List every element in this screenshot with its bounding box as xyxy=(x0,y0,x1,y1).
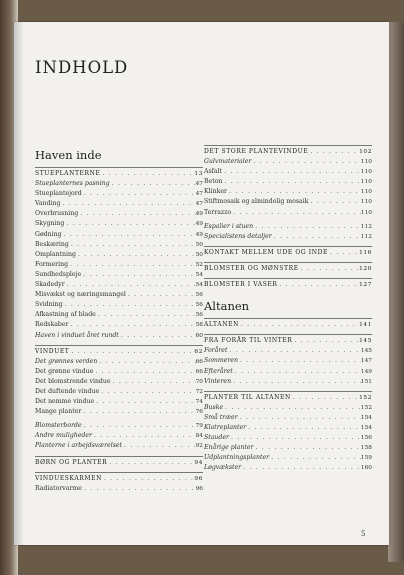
toc-entry-page: 94 xyxy=(194,459,203,466)
toc-entry xyxy=(35,421,203,431)
toc-entry xyxy=(204,346,372,356)
toc-entry-label: Stiftmosaik og almindelig mosaik xyxy=(204,198,309,206)
section-rule xyxy=(204,262,372,263)
toc-entry-label: VINDUESKARMEN xyxy=(35,474,102,482)
dot-leader xyxy=(122,441,196,450)
toc-chapter xyxy=(204,280,372,290)
toc-entry-page: 159 xyxy=(360,455,372,462)
dot-leader xyxy=(93,367,195,376)
toc-right-entries xyxy=(204,145,372,290)
toc-entry-page: 58 xyxy=(195,322,203,329)
toc-entry-page: 60 xyxy=(195,332,203,339)
toc-entry-label: Gødning xyxy=(35,230,62,238)
toc-entry xyxy=(35,260,203,270)
toc-entry-label: Mange planter xyxy=(35,408,82,416)
toc-entry-page: 120 xyxy=(359,265,372,272)
dot-leader xyxy=(110,179,196,188)
toc-right-column xyxy=(204,145,372,473)
dot-leader xyxy=(65,280,196,289)
toc-entry-page: 149 xyxy=(360,368,372,375)
toc-entry-page: 102 xyxy=(359,149,372,155)
toc-entry-page: 92 xyxy=(195,443,203,450)
toc-entry-page: 160 xyxy=(360,465,372,472)
dot-leader xyxy=(111,377,196,386)
toc-chapter xyxy=(35,474,203,484)
section-rule xyxy=(35,456,203,457)
toc-entry-page: 141 xyxy=(359,322,372,329)
dot-leader xyxy=(246,423,361,432)
toc-entry-label: BLOMSTER I VASER xyxy=(204,281,278,289)
toc-entry-page: 76 xyxy=(195,409,203,416)
toc-entry xyxy=(35,270,203,280)
dot-leader xyxy=(227,346,360,355)
toc-entry-label: Foråret xyxy=(204,347,228,355)
toc-entry-label: VINDUET xyxy=(35,347,70,355)
toc-entry xyxy=(204,187,372,197)
toc-entry-page: 56 xyxy=(195,302,203,309)
toc-entry xyxy=(204,232,372,242)
toc-entry xyxy=(204,356,372,366)
dot-leader xyxy=(81,407,195,416)
dot-leader xyxy=(239,320,359,329)
toc-entry xyxy=(204,208,372,218)
toc-entry xyxy=(35,209,203,219)
dot-leader xyxy=(278,280,360,289)
toc-entry-label: Det duftende vindue xyxy=(35,387,100,395)
toc-entry-label: Omplantning xyxy=(35,250,76,258)
toc-entry-page: 50 xyxy=(195,251,203,258)
toc-entry-label: Stauder xyxy=(204,434,229,442)
toc-chapter xyxy=(35,347,203,357)
toc-entry xyxy=(204,167,372,177)
toc-entry-label: Radiatorvarme xyxy=(35,484,82,492)
toc-entry xyxy=(35,377,203,387)
toc-entry-label: Klinker xyxy=(204,188,227,196)
toc-left-entries xyxy=(35,167,203,494)
toc-entry-page: 52 xyxy=(195,261,203,268)
toc-entry-page: 96 xyxy=(195,485,203,492)
toc-entry xyxy=(35,397,203,407)
section-rule xyxy=(204,278,372,279)
dot-leader xyxy=(82,484,196,493)
toc-entry-page: 145 xyxy=(360,348,372,355)
toc-altanen-entries xyxy=(204,318,372,473)
toc-entry-label: Det grønne vindue xyxy=(35,367,94,375)
toc-entry xyxy=(204,413,372,423)
toc-entry xyxy=(35,484,203,494)
toc-entry xyxy=(35,199,203,209)
dot-leader xyxy=(68,320,195,329)
toc-entry xyxy=(35,441,203,451)
toc-entry-page: 49 xyxy=(195,231,203,238)
toc-entry-label: Espalier i stuen xyxy=(204,222,254,230)
toc-entry xyxy=(204,453,372,463)
dot-leader xyxy=(253,443,360,452)
dot-leader xyxy=(96,310,196,319)
dot-leader xyxy=(102,474,194,483)
toc-chapter xyxy=(204,264,372,274)
page-title: INDHOLD xyxy=(35,58,129,77)
toc-entry-label: Det nemme vindue xyxy=(35,398,95,406)
dot-leader xyxy=(238,356,361,365)
toc-entry-page: 54 xyxy=(195,271,203,278)
dot-leader xyxy=(222,177,361,186)
toc-entry-label: Asfalt xyxy=(204,168,223,176)
toc-entry-page: 145 xyxy=(359,338,372,345)
dot-leader xyxy=(231,208,361,217)
toc-entry xyxy=(204,403,372,413)
toc-entry-label: Vinteren xyxy=(204,377,232,385)
section-rule xyxy=(204,318,372,319)
dot-leader xyxy=(94,397,195,406)
dot-leader xyxy=(238,413,361,422)
dot-leader xyxy=(272,232,361,241)
section-rule xyxy=(35,167,203,168)
toc-chapter xyxy=(35,458,203,468)
toc-entry-page: 74 xyxy=(195,399,203,406)
toc-entry-label: Klatreplanter xyxy=(204,423,247,431)
toc-entry xyxy=(204,443,372,453)
toc-entry xyxy=(35,357,203,367)
dot-leader xyxy=(69,240,196,249)
toc-entry-label: Stueplantejord xyxy=(35,190,82,198)
toc-chapter xyxy=(204,336,372,346)
toc-entry-label: ALTANEN xyxy=(204,321,239,329)
toc-entry-label: Udplantningsplanter xyxy=(204,454,270,462)
toc-entry-label: KONTAKT MELLEM UDE OG INDE xyxy=(204,248,328,256)
toc-entry xyxy=(204,433,372,443)
dot-leader xyxy=(107,458,194,467)
section-rule xyxy=(204,145,372,146)
toc-entry-page: 110 xyxy=(360,159,372,166)
toc-entry-page: 56 xyxy=(195,312,203,319)
toc-entry-page: 152 xyxy=(359,394,372,401)
dot-leader xyxy=(227,187,361,196)
toc-entry xyxy=(35,310,203,320)
toc-entry-page: 110 xyxy=(360,209,372,216)
toc-entry-label: Gulvmaterialer xyxy=(204,158,252,166)
toc-entry-label: Misvækst og næringsmangel xyxy=(35,291,126,299)
dot-leader xyxy=(60,199,195,208)
toc-entry-label: Formering xyxy=(35,260,69,268)
toc-entry-page: 50 xyxy=(195,241,203,248)
toc-entry-label: Sundhedspleje xyxy=(35,270,82,278)
toc-entry-label: Buske xyxy=(204,403,224,411)
dot-leader xyxy=(63,300,196,309)
toc-entry-label: Det blomstrende vindue xyxy=(35,377,111,385)
dot-leader xyxy=(64,219,195,228)
dot-leader xyxy=(241,463,361,472)
toc-entry-page: 47 xyxy=(195,181,203,188)
toc-entry-page: 54 xyxy=(195,282,203,289)
toc-entry-label: Beskæring xyxy=(35,240,69,248)
toc-entry xyxy=(35,189,203,199)
dot-leader xyxy=(229,433,361,442)
toc-entry xyxy=(35,431,203,441)
book-page xyxy=(14,22,389,545)
toc-entry-page: 47 xyxy=(195,191,203,198)
dot-leader xyxy=(76,250,196,259)
toc-entry xyxy=(204,463,372,473)
toc-entry-label: DET STORE PLANTEVINDUE xyxy=(204,148,309,155)
dot-leader xyxy=(222,167,361,176)
toc-entry xyxy=(35,250,203,260)
toc-entry-label: Afkastning af blade xyxy=(35,311,96,319)
toc-entry xyxy=(35,320,203,330)
page-number: 5 xyxy=(361,530,366,538)
toc-entry-page: 56 xyxy=(195,292,203,299)
toc-entry-page: 110 xyxy=(360,169,372,176)
toc-entry-label: Små træer xyxy=(204,413,238,421)
toc-entry-label: Planterne i arbejdsværelset xyxy=(35,442,123,450)
page-stack-edge xyxy=(388,22,404,562)
toc-entry-label: Blomsterborde xyxy=(35,422,82,430)
toc-entry-page: 84 xyxy=(195,433,203,440)
toc-entry-page: 79 xyxy=(195,423,203,430)
toc-chapter xyxy=(204,248,372,258)
toc-entry-label: Andre muligheder xyxy=(35,432,92,440)
toc-entry-label: Vanding xyxy=(35,200,61,208)
section-rule xyxy=(35,472,203,473)
toc-entry-page: 62 xyxy=(194,348,203,355)
toc-entry xyxy=(35,240,203,250)
toc-entry-page: 47 xyxy=(195,201,203,208)
dot-leader xyxy=(119,331,196,340)
toc-entry-page: 152 xyxy=(360,404,372,411)
toc-entry-label: Specialistens detaljer xyxy=(204,232,272,240)
toc-entry-page: 110 xyxy=(360,179,372,186)
toc-entry-page: 127 xyxy=(359,282,372,289)
toc-entry-label: Beton xyxy=(204,178,223,186)
section-rule xyxy=(204,334,372,335)
toc-entry-label: Enårige planter xyxy=(204,444,254,452)
toc-entry-page: 112 xyxy=(360,233,372,240)
dot-leader xyxy=(100,169,194,178)
dot-leader xyxy=(233,367,361,376)
toc-entry xyxy=(35,230,203,240)
toc-entry-label: Det grønnes verden xyxy=(35,357,98,365)
dot-leader xyxy=(78,209,195,218)
toc-entry-page: 96 xyxy=(194,475,203,482)
toc-entry-label: Skadedyr xyxy=(35,281,65,289)
section-rule xyxy=(204,391,372,392)
toc-entry xyxy=(204,367,372,377)
toc-entry-page: 110 xyxy=(360,189,372,196)
toc-entry-page: 151 xyxy=(360,378,372,385)
dot-leader xyxy=(99,387,196,396)
toc-entry-page: 154 xyxy=(360,424,372,431)
toc-entry-page: 13 xyxy=(194,171,203,177)
dot-leader xyxy=(223,403,361,412)
toc-entry xyxy=(204,197,372,207)
toc-entry-label: Efteråret xyxy=(204,367,233,375)
dot-leader xyxy=(81,270,195,279)
dot-leader xyxy=(82,189,196,198)
toc-entry-page: 112 xyxy=(360,223,372,230)
toc-entry-page: 49 xyxy=(195,211,203,218)
dot-leader xyxy=(291,393,359,402)
toc-entry-label: Terrazzo xyxy=(204,208,232,216)
toc-entry xyxy=(204,177,372,187)
dot-leader xyxy=(69,347,194,356)
dot-leader xyxy=(82,421,196,430)
section-heading-haven-inde: Haven inde xyxy=(35,148,102,162)
page-gutter xyxy=(14,22,24,545)
toc-entry xyxy=(35,331,203,341)
toc-left-column xyxy=(35,148,203,494)
toc-entry xyxy=(35,219,203,229)
toc-entry-label: Løgvækster xyxy=(204,464,242,472)
toc-entry-label: PLANTER TIL ALTANEN xyxy=(204,393,291,401)
toc-entry xyxy=(204,423,372,433)
dot-leader xyxy=(97,357,195,366)
toc-chapter xyxy=(204,147,372,157)
toc-entry xyxy=(35,367,203,377)
toc-entry-label: STUEPLANTERNE xyxy=(35,170,101,177)
toc-entry xyxy=(204,222,372,232)
toc-entry-label: FRA FORÅR TIL VINTER xyxy=(204,337,293,345)
toc-entry-page: 70 xyxy=(195,378,203,385)
toc-entry-label: Skygning xyxy=(35,220,65,228)
dot-leader xyxy=(62,230,196,239)
toc-entry-page: 156 xyxy=(360,435,372,442)
toc-entry-page: 158 xyxy=(360,445,372,452)
dot-leader xyxy=(126,290,196,299)
toc-entry-page: 49 xyxy=(195,221,203,228)
dot-leader xyxy=(292,336,359,345)
toc-entry-label: BØRN OG PLANTER xyxy=(35,458,108,466)
dot-leader xyxy=(299,264,359,273)
dot-leader xyxy=(253,222,361,231)
section-heading-altanen: Altanen xyxy=(204,299,250,314)
toc-entry-page: 116 xyxy=(359,249,372,256)
toc-chapter xyxy=(204,320,372,330)
toc-entry xyxy=(204,377,372,387)
dot-leader xyxy=(92,431,196,440)
dot-leader xyxy=(251,157,361,166)
toc-entry-label: Haven i vinduet året rundt xyxy=(35,331,119,339)
toc-entry xyxy=(35,407,203,417)
dot-leader xyxy=(308,197,360,206)
toc-entry xyxy=(35,300,203,310)
toc-entry-page: 72 xyxy=(195,388,203,395)
dot-leader xyxy=(68,260,196,269)
toc-chapter xyxy=(35,169,203,179)
toc-entry-label: Stueplanternes pasning xyxy=(35,180,110,188)
toc-entry-label: Sommeren xyxy=(204,357,238,365)
toc-entry xyxy=(204,157,372,167)
toc-entry xyxy=(35,280,203,290)
dot-leader xyxy=(308,147,359,156)
dot-leader xyxy=(269,453,361,462)
toc-entry xyxy=(35,387,203,397)
toc-entry-page: 110 xyxy=(360,199,372,206)
section-rule xyxy=(204,246,372,247)
toc-entry-page: 66 xyxy=(195,358,203,365)
toc-entry-label: Svidning xyxy=(35,301,63,309)
toc-entry-page: 147 xyxy=(360,358,372,365)
section-rule xyxy=(35,345,203,346)
dot-leader xyxy=(328,248,359,257)
toc-chapter xyxy=(204,393,372,403)
toc-entry-label: Redskaber xyxy=(35,321,69,329)
toc-entry xyxy=(35,290,203,300)
dot-leader xyxy=(231,377,361,386)
toc-entry-label: Overbrusning xyxy=(35,210,79,218)
toc-entry-page: 154 xyxy=(360,414,372,421)
toc-entry-label: BLOMSTER OG MØNSTRE xyxy=(204,264,299,272)
toc-entry-page: 66 xyxy=(195,368,203,375)
toc-entry xyxy=(35,179,203,189)
